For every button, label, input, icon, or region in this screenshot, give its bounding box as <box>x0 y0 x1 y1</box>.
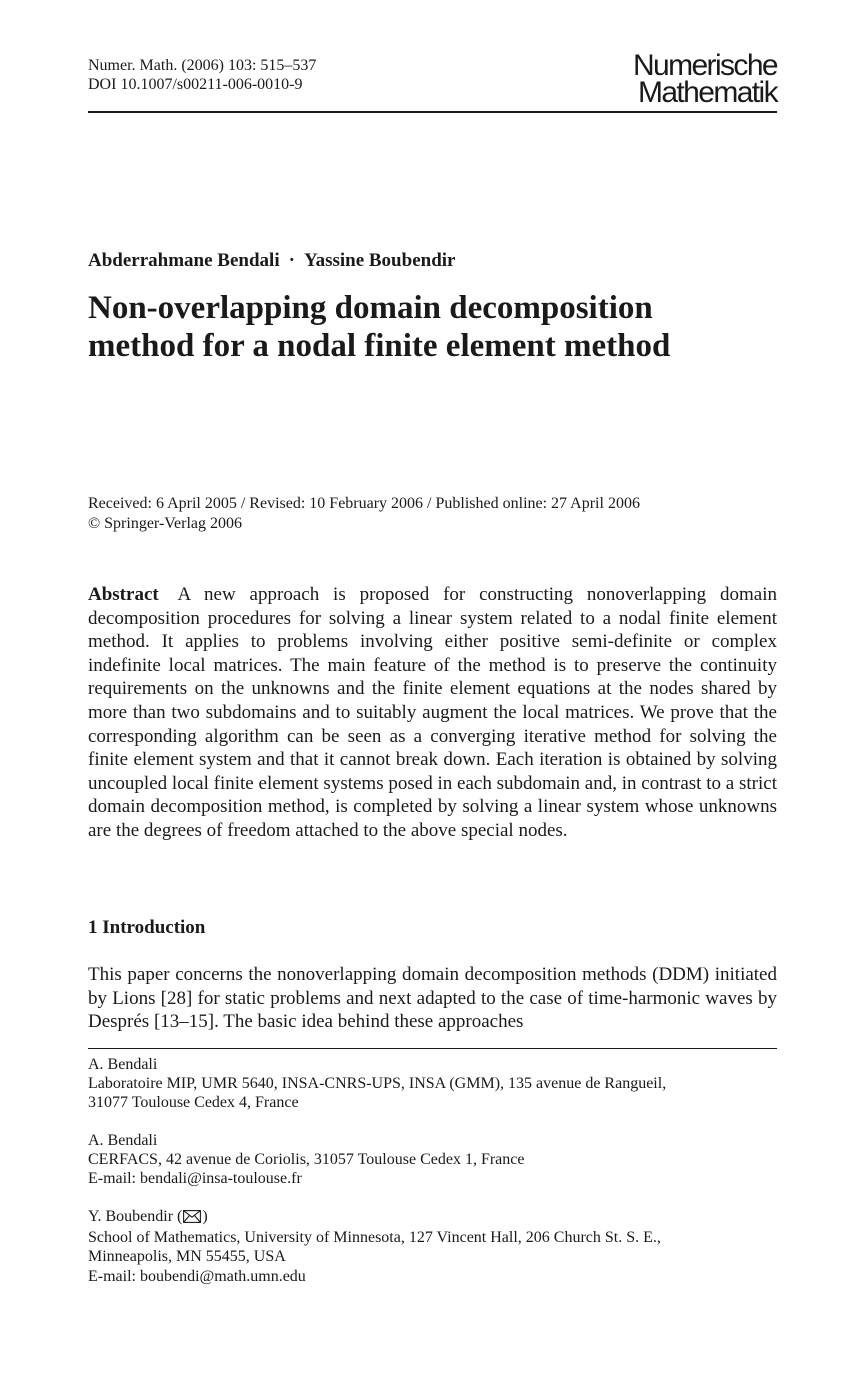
publication-history <box>88 494 640 533</box>
affiliation-email: E-mail: bendali@insa-toulouse.fr <box>88 1170 302 1188</box>
abstract-label: Abstract <box>88 584 159 605</box>
abstract <box>88 583 777 843</box>
affiliation <box>88 1207 788 1286</box>
affiliation-email: E-mail: boubendi@math.umn.edu <box>88 1267 306 1285</box>
paper-title <box>88 289 788 365</box>
logo-line-1: Numerische <box>632 49 777 82</box>
header-divider <box>88 111 777 113</box>
affiliation-address: 31077 Toulouse Cedex 4, France <box>88 1094 299 1112</box>
copyright-notice: © Springer-Verlag 2006 <box>88 514 243 532</box>
abstract-text: A new approach is proposed for constructing nonoverlapping domain decomposition procedures for solving a linear system related to a nodal finite element method. It applies to problems involving either positive semi-definite or complex indefinite local matrices. The main feature of the method is to preserve the continuity requirements on the unknowns and the finite element equations at the nodes shared by more than two subdomains and to suitably augment the local matrices. We prove that the corresponding algorithm can be seen as a converging iterative method for solving the finite element system and that it cannot break down. Each iteration is obtained by solving uncoupled local finite element systems posed in each subdomain and, in contrast to a strict domain decomposition method, is completed by solving a linear system whose unknowns are the degrees of freedom attached to the above special nodes. <box>88 584 777 841</box>
author-name: Abderrahmane Bendali <box>88 250 280 271</box>
author-name: Yassine Boubendir <box>303 250 456 271</box>
section-heading: 1 Introduction <box>88 917 206 938</box>
journal-logo <box>600 49 777 109</box>
section-body: This paper concerns the nonoverlapping domain decomposition methods (DDM) initiated by Lions [28] for static problems and next adapted to the case of time-harmonic waves by Després [13–15]. The basic idea behind these approaches <box>88 964 777 1033</box>
history-dates: Received: 6 April 2005 / Revised: 10 February 2006 / Published online: 27 April 2006 <box>88 495 640 512</box>
title-line-1: Non-overlapping domain decomposition <box>88 290 653 326</box>
corresponding-author-line: Y. Boubendir ( ) <box>88 1207 788 1228</box>
journal-volume-line: Numer. Math. (2006) 103: 515–537 <box>88 57 317 74</box>
affiliation-author: A. Bendali <box>88 1056 158 1073</box>
affiliation-address: School of Mathematics, University of Minnesota, 127 Vincent Hall, 206 Church St. S. E., <box>88 1229 661 1247</box>
envelope-icon <box>183 1209 201 1228</box>
affiliation-address: Laboratoire MIP, UMR 5640, INSA-CNRS-UPS, INSA (GMM), 135 avenue de Rangueil, <box>88 1075 667 1093</box>
affiliation-address: Minneapolis, MN 55455, USA <box>88 1248 286 1266</box>
affiliation-author: Y. Boubendir <box>88 1208 174 1225</box>
affiliation-address: CERFACS, 42 avenue de Coriolis, 31057 Toulouse Cedex 1, France <box>88 1151 525 1169</box>
affiliation <box>88 1131 788 1189</box>
logo-line-2: Mathematik <box>637 76 777 109</box>
author-list <box>88 249 455 273</box>
footnote-divider <box>88 1048 777 1049</box>
affiliation <box>88 1055 788 1113</box>
affiliation-author: A. Bendali <box>88 1132 158 1149</box>
author-separator: · <box>288 250 295 271</box>
doi-line: DOI 10.1007/s00211-006-0010-9 <box>88 76 303 93</box>
title-line-2: method for a nodal finite element method <box>88 328 671 364</box>
journal-citation <box>88 56 316 94</box>
